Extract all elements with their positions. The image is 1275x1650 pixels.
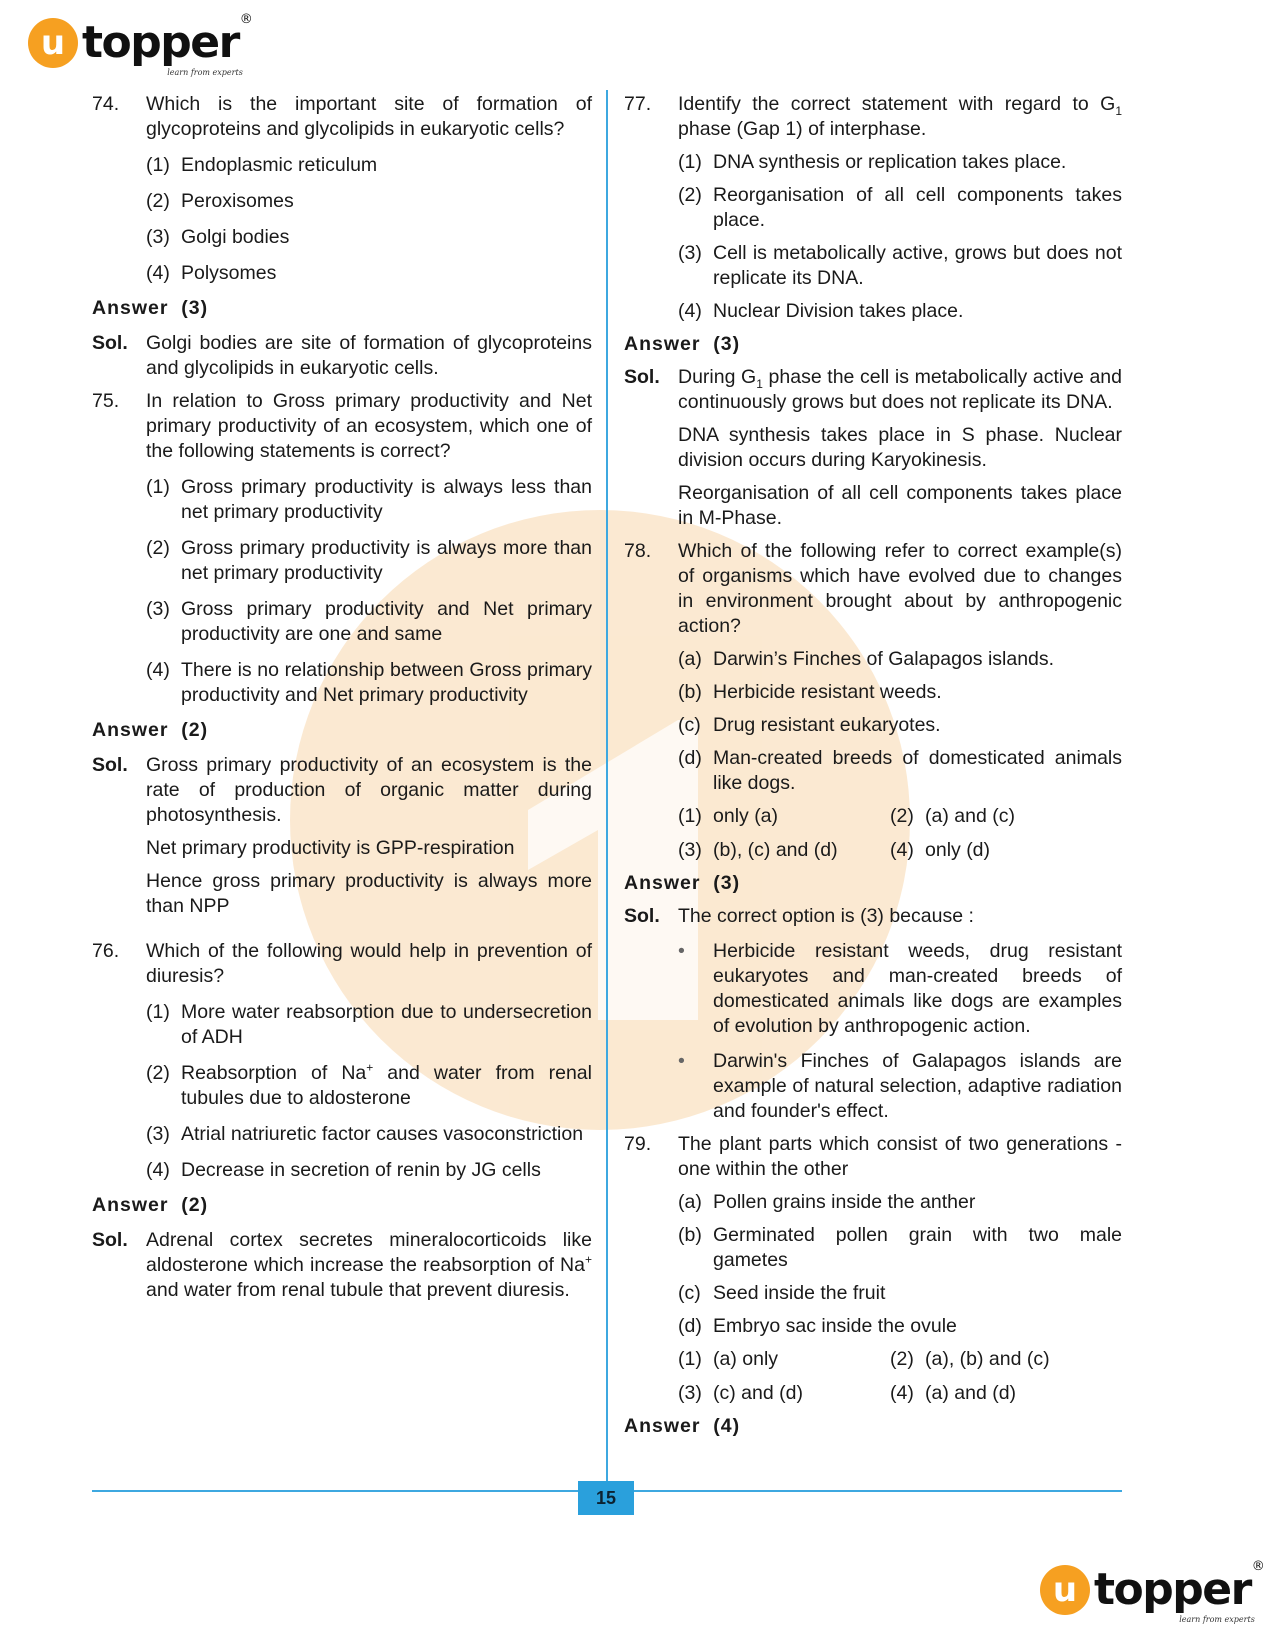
option-label: (3) <box>146 226 170 248</box>
question-74 <box>92 92 592 142</box>
option-text: Gross primary productivity is always more than net primary productivity <box>181 537 592 584</box>
solution-label: Sol. <box>92 1229 128 1251</box>
solution-label: Sol. <box>92 754 128 776</box>
solution <box>92 331 592 381</box>
brand-logo-header <box>28 12 253 77</box>
solution-text: Adrenal cortex secretes mineralocorticoids like aldosterone which increase the reabsorption of Na+ and water from renal tubule that prevent diuresis. <box>146 1229 592 1301</box>
option-text: Reorganisation of all cell components takes place. <box>713 184 1122 231</box>
solution-label: Sol. <box>624 366 660 388</box>
page-number: 15 <box>578 1481 634 1515</box>
brand-wordmark: topper ® learn from experts <box>82 12 253 77</box>
option-label: (4) <box>146 262 170 284</box>
brand-wordmark: topper ® learn from experts <box>1094 1559 1265 1624</box>
option-text: Gross primary productivity and Net primary productivity are one and same <box>181 598 592 645</box>
statement-label: (d) <box>678 747 702 769</box>
statement-text: Darwin’s Finches of Galapagos islands. <box>713 648 1055 670</box>
statement-label: (b) <box>678 1224 702 1246</box>
brand-u-icon: u <box>1040 1565 1090 1615</box>
solution-paragraph: Net primary productivity is GPP-respiration <box>146 837 515 859</box>
brand-logo-footer <box>1040 1559 1265 1624</box>
choice: (4) (a) and (d) <box>890 1382 1017 1404</box>
answer-value: (3) <box>713 333 741 355</box>
option-label: (1) <box>146 1001 170 1023</box>
option <box>146 225 592 250</box>
option-label: (1) <box>678 151 702 173</box>
statement-text: Embryo sac inside the ovule <box>713 1315 957 1337</box>
statement <box>678 1223 1122 1273</box>
option <box>146 1061 592 1111</box>
statement-label: (b) <box>678 681 702 703</box>
solution <box>624 904 1122 929</box>
statement-text: Germinated pollen grain with two male gametes <box>713 1224 1122 1271</box>
answer-line: Answer (3) <box>624 333 741 355</box>
option-text: Atrial natriuretic factor causes vasoconstriction <box>181 1123 584 1145</box>
solution-paragraph: Reorganisation of all cell components takes place in M-Phase. <box>678 482 1122 529</box>
statement-label: (c) <box>678 1282 701 1304</box>
option-text: Peroxisomes <box>181 190 294 212</box>
question-number: 76. <box>92 940 120 962</box>
question-text: In relation to Gross primary productivity and Net primary productivity of an ecosystem, which one of the following statements is correct? <box>146 390 592 462</box>
solution-paragraph: DNA synthesis takes place in S phase. Nuclear division occurs during Karyokinesis. <box>678 424 1122 471</box>
option-label: (2) <box>678 184 702 206</box>
question-number: 79. <box>624 1133 652 1155</box>
option <box>678 150 1122 175</box>
solution-label: Sol. <box>92 332 128 354</box>
answer-value: (2) <box>181 719 209 741</box>
option-text: Polysomes <box>181 262 277 284</box>
question-text: Identify the correct statement with regard to $G_1$ phase (Gap 1) of interphase. <box>678 93 1122 140</box>
question-79 <box>624 1132 1122 1182</box>
option-text: Nuclear Division takes place. <box>713 300 964 322</box>
answer-value: (3) <box>713 872 741 894</box>
option <box>678 299 1122 324</box>
option-label: (2) <box>146 537 170 559</box>
left-column <box>92 92 592 1303</box>
option-label: (2) <box>146 1062 170 1084</box>
statement-label: (a) <box>678 1191 702 1213</box>
question-text: Which of the following would help in prevention of diuresis? <box>146 940 592 987</box>
bullet-icon: • <box>678 1050 685 1072</box>
statement <box>678 713 1122 738</box>
solution-label: Sol. <box>624 905 660 927</box>
option <box>146 536 592 586</box>
answer-value: (4) <box>713 1415 741 1437</box>
choice-grid <box>678 804 1122 863</box>
option <box>678 241 1122 291</box>
question-75 <box>92 389 592 464</box>
option-label: (4) <box>146 659 170 681</box>
choice: (2) (a), (b) and (c) <box>890 1348 1050 1370</box>
question-text: Which of the following refer to correct example(s) of organisms which have evolved due to changes in environment brought about by anthropogenic action? <box>678 540 1122 637</box>
question-78 <box>624 539 1122 639</box>
solution <box>92 753 592 828</box>
choice: (2) (a) and (c) <box>890 805 1015 827</box>
statement <box>678 1190 1122 1215</box>
solution <box>92 1228 592 1303</box>
option <box>146 1122 592 1147</box>
option <box>678 183 1122 233</box>
option <box>146 153 592 178</box>
option <box>146 597 592 647</box>
statement-text: Drug resistant eukaryotes. <box>713 714 941 736</box>
solution-text: Golgi bodies are site of formation of glycoproteins and glycolipids in eukaryotic cells. <box>146 332 592 379</box>
option <box>146 261 592 286</box>
choice: (3) (c) and (d) <box>678 1382 803 1404</box>
option <box>146 475 592 525</box>
statement-text: Herbicide resistant weeds. <box>713 681 942 703</box>
option-text: There is no relationship between Gross primary productivity and Net primary productivity <box>181 659 592 706</box>
column-divider <box>606 90 608 1490</box>
option-label: (1) <box>146 476 170 498</box>
statement <box>678 680 1122 705</box>
option-text: Golgi bodies <box>181 226 290 248</box>
answer-line: Answer (2) <box>92 719 209 741</box>
statement-label: (d) <box>678 1315 702 1337</box>
solution-text: Gross primary productivity of an ecosystem is the rate of production of organic matter during photosynthesis. <box>146 754 592 826</box>
statement-text: Man-created breeds of domesticated animals like dogs. <box>713 747 1122 794</box>
option <box>146 1158 592 1183</box>
question-text: The plant parts which consist of two generations - one within the other <box>678 1133 1122 1180</box>
option-text: More water reabsorption due to undersecretion of ADH <box>181 1001 592 1048</box>
bullet-icon: • <box>678 940 685 962</box>
statement-label: (c) <box>678 714 701 736</box>
choice: (3) (b), (c) and (d) <box>678 839 838 861</box>
question-76 <box>92 939 592 989</box>
solution-text: The correct option is (3) because : <box>678 905 974 927</box>
answer-value: (2) <box>181 1194 209 1216</box>
option-label: (3) <box>146 598 170 620</box>
question-text: Which is the important site of formation of glycoproteins and glycolipids in eukaryotic cells? <box>146 93 592 140</box>
option-text: Decrease in secretion of renin by JG cells <box>181 1159 541 1181</box>
choice: (1) (a) only <box>678 1348 779 1370</box>
answer-line: Answer (3) <box>92 297 209 319</box>
option-label: (1) <box>146 154 170 176</box>
solution-text: During $G_1$ phase the cell is metabolically active and continuously grows but does not replicate its DNA. <box>678 366 1122 413</box>
right-column <box>624 92 1122 1439</box>
question-number: 75. <box>92 390 120 412</box>
solution <box>624 365 1122 415</box>
option-label: (4) <box>146 1159 170 1181</box>
option <box>146 658 592 708</box>
option-label: (3) <box>146 1123 170 1145</box>
statement <box>678 746 1122 796</box>
answer-value: (3) <box>181 297 209 319</box>
statement-text: Seed inside the fruit <box>713 1282 886 1304</box>
answer-line: Answer (4) <box>624 1415 741 1437</box>
statement-label: (a) <box>678 648 702 670</box>
solution-paragraph: Hence gross primary productivity is always more than NPP <box>146 870 592 917</box>
bullet-item: • Darwin's Finches of Galapagos islands are example of natural selection, adaptive radiation and founder's effect. <box>678 1050 1122 1122</box>
statement <box>678 1314 1122 1339</box>
choice-grid <box>678 1347 1122 1406</box>
option-text: Cell is metabolically active, grows but does not replicate its DNA. <box>713 242 1122 289</box>
question-number: 74. <box>92 93 120 115</box>
option-text: Reabsorption of Na+ and water from renal tubules due to aldosterone <box>181 1060 592 1109</box>
bullet-item: • Herbicide resistant weeds, drug resistant eukaryotes and man-created breeds of domesticated animals like dogs are examples of evolution by anthropogenic action. <box>678 940 1122 1037</box>
option-label: (3) <box>678 242 702 264</box>
brand-u-icon: u <box>28 18 78 68</box>
question-77 <box>624 92 1122 142</box>
option <box>146 1000 592 1050</box>
option <box>146 189 592 214</box>
statement-text: Pollen grains inside the anther <box>713 1191 976 1213</box>
statement <box>678 647 1122 672</box>
choice: (4) only (d) <box>890 839 991 861</box>
statement <box>678 1281 1122 1306</box>
answer-line: Answer (2) <box>92 1194 209 1216</box>
option-text: Endoplasmic reticulum <box>181 154 378 176</box>
option-text: Gross primary productivity is always less than net primary productivity <box>181 476 592 523</box>
choice: (1) only (a) <box>678 805 779 827</box>
option-label: (2) <box>146 190 170 212</box>
question-number: 78. <box>624 540 652 562</box>
option-text: DNA synthesis or replication takes place. <box>713 151 1067 173</box>
answer-line: Answer (3) <box>624 872 741 894</box>
question-number: 77. <box>624 93 652 115</box>
option-label: (4) <box>678 300 702 322</box>
